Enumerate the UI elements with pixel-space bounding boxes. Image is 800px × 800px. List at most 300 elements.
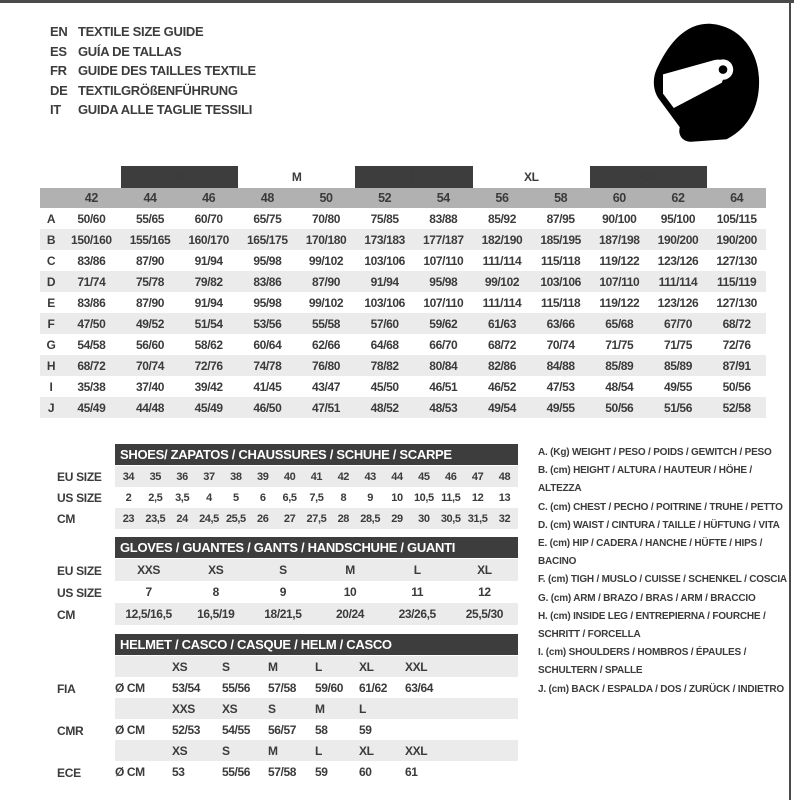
size-value-cell: 25,5/30: [451, 603, 518, 625]
measurement-cell: 177/187: [414, 229, 473, 250]
measurement-cell: 67/70: [649, 313, 708, 334]
measurement-legend: [538, 444, 790, 699]
helmet-size-header-cell: XL: [359, 740, 405, 761]
size-value-cell: 18/21,5: [249, 603, 316, 625]
shoes-label-us-size: US SIZE: [57, 491, 102, 505]
measurement-cell: 91/94: [355, 271, 414, 292]
measurement-cell: 46/52: [487, 379, 516, 394]
helmet-section-header: HELMET / CASCO / CASQUE / HELM / CASCO: [115, 634, 518, 655]
measurement-row-i: [40, 376, 766, 397]
language-row: [50, 61, 256, 81]
size-value-cell: 20/24: [316, 603, 383, 625]
size-value-cell: 23/26,5: [384, 603, 451, 625]
gloves-table-row: [115, 603, 518, 625]
size-value-cell: 27,5: [303, 508, 330, 529]
size-header-cell: 58: [531, 188, 590, 208]
size-value-cell: L: [384, 559, 451, 581]
measurement-cell: 185/195: [531, 229, 590, 250]
measurement-cell: 68/72: [62, 355, 121, 376]
measurement-cell: 71/75: [605, 337, 634, 352]
size-value-cell: 16,5/19: [182, 603, 249, 625]
gloves-label-eu-size: EU SIZE: [57, 564, 102, 578]
measurement-cell: 52/58: [707, 397, 766, 418]
measurement-cell: 47/53: [546, 379, 575, 394]
document-title-en: TEXTILE SIZE GUIDE: [78, 24, 204, 40]
size-value-cell: 11,5: [441, 491, 461, 504]
helmet-value-cell: 55/56: [222, 764, 251, 779]
measurement-cell: 45/49: [179, 397, 238, 418]
language-row: [50, 100, 256, 120]
helmet-sizes-row-spacer: [115, 656, 172, 677]
measurement-cell: 187/198: [590, 229, 649, 250]
row-letter-cell: C: [46, 253, 56, 268]
helmet-value-cell: 61: [405, 764, 418, 779]
measurement-cell: 72/76: [179, 355, 238, 376]
legend-item-i: I. (cm) SHOULDERS / HOMBROS / ÉPAULES / SCHULTERN / SPALLE: [538, 647, 747, 677]
size-group-label: [707, 166, 766, 188]
size-group-label: M: [291, 170, 302, 184]
size-group-badge: S: [121, 166, 238, 188]
measurement-cell: 87/91: [707, 355, 766, 376]
measurement-cell: 165/175: [238, 229, 297, 250]
shoes-table-row: [115, 466, 518, 487]
measurement-cell: 71/75: [663, 337, 692, 352]
size-value-cell: 30,5: [437, 508, 464, 529]
size-value-cell: 23,5: [142, 508, 169, 529]
measurement-cell: 49/54: [473, 397, 532, 418]
measurement-cell: 160/170: [179, 229, 238, 250]
measurement-cell: 83/86: [77, 253, 106, 268]
helmet-size-header-cell: L: [359, 698, 405, 719]
language-code: ES: [50, 43, 67, 59]
size-value-cell: 30: [410, 508, 437, 529]
size-value-cell: 12,5/16,5: [115, 603, 182, 625]
size-value-cell: 40: [276, 466, 303, 487]
size-value-cell: 9: [279, 585, 287, 599]
size-value-cell: 28: [330, 508, 357, 529]
measurement-cell: 66/70: [429, 337, 458, 352]
size-value-cell: XXS: [115, 559, 182, 581]
measurement-cell: 99/102: [473, 271, 532, 292]
size-group-label: XL: [524, 170, 539, 184]
measurement-cell: 49/55: [531, 397, 590, 418]
measurement-cell: 60/70: [194, 211, 223, 226]
measurement-cell: 71/74: [62, 271, 121, 292]
document-title-es: GUÍA DE TALLAS: [78, 43, 182, 59]
measurement-cell: 111/114: [482, 295, 522, 310]
measurement-row-b: [40, 229, 766, 250]
measurement-cell: 95/100: [660, 211, 696, 226]
size-value-cell: 12: [478, 585, 491, 599]
size-header-cell: 48: [238, 188, 297, 208]
measurement-cell: 107/110: [423, 295, 464, 310]
helmet-value-cell: 59/60: [315, 680, 344, 695]
measurement-cell: 80/84: [414, 355, 473, 376]
size-value-cell: 43: [357, 466, 384, 487]
measurement-cell: 103/106: [364, 295, 405, 310]
measurement-cell: 107/110: [423, 253, 464, 268]
helmet-size-header-cell: XXL: [405, 740, 518, 761]
size-value-cell: 5: [233, 491, 239, 504]
helmet-size-header-cell: M: [268, 740, 315, 761]
measurement-cell: 46/50: [238, 397, 297, 418]
measurement-cell: 83/86: [77, 295, 106, 310]
helmet-standard-label-cmr: CMR: [57, 724, 84, 738]
row-letter-cell: A: [46, 211, 56, 226]
measurement-cell: 123/126: [657, 253, 699, 268]
size-value-cell: 6: [259, 491, 266, 504]
helmet-value-cell: 53/54: [172, 680, 201, 695]
diameter-unit-cell: Ø CM: [115, 722, 145, 737]
helmet-value-cell: 58: [315, 722, 328, 737]
helmet-value-cell: 63/64: [405, 680, 434, 695]
helmet-value-cell: 61/62: [359, 680, 388, 695]
shoes-table-row: [115, 508, 518, 529]
size-header-cell: 50: [297, 188, 356, 208]
size-value-cell: 23: [115, 508, 142, 529]
measurement-cell: 55/65: [135, 211, 165, 226]
racing-helmet-icon: [645, 20, 765, 148]
helmet-values-row-ece: [115, 761, 518, 782]
legend-item-h: H. (cm) INSIDE LEG / ENTREPIERNA / FOURCHE / SCHRITT / FORCELLA: [538, 610, 766, 641]
measurement-cell: 47/51: [297, 397, 356, 418]
legend-item-e: E. (cm) HIP / CADERA / HANCHE / HÜFTE / HIPS / BACINO: [538, 538, 763, 568]
size-value-cell: 12: [471, 491, 484, 504]
helmet-sizes-row-spacer: [115, 740, 172, 761]
measurement-row-c: [40, 250, 766, 271]
measurement-cell: 182/190: [473, 229, 532, 250]
measurement-cell: 46/51: [429, 379, 458, 394]
measurement-cell: 111/114: [482, 253, 522, 268]
measurement-cell: 51/56: [649, 397, 708, 418]
gloves-section-header: GLOVES / GUANTES / GANTS / HANDSCHUHE / GUANTI: [115, 537, 518, 558]
measurement-cell: 79/82: [179, 271, 238, 292]
helmet-size-header-cell: S: [222, 740, 268, 761]
size-value-cell: 4: [206, 491, 212, 504]
helmet-size-header-cell: XL: [359, 656, 405, 677]
size-header-cell: 60: [590, 188, 649, 208]
size-value-cell: 45: [410, 466, 437, 487]
measurement-cell: 115/118: [541, 253, 581, 268]
size-value-cell: 10: [343, 585, 357, 599]
measurement-cell: 58/62: [194, 337, 223, 352]
size-group-badge: XXL: [590, 166, 707, 188]
size-value-cell: 36: [169, 466, 196, 487]
size-value-cell: 39: [249, 466, 276, 487]
measurement-cell: 63/66: [531, 313, 590, 334]
measurement-cell: 95/98: [414, 271, 473, 292]
helmet-value-cell: [405, 719, 518, 740]
measurement-cell: 91/94: [194, 253, 223, 268]
measurement-cell: 72/76: [722, 337, 751, 352]
helmet-size-header-cell: XXS: [172, 698, 222, 719]
size-value-cell: XL: [451, 559, 518, 581]
measurement-cell: 48/53: [414, 397, 473, 418]
gloves-label-cm: CM: [57, 608, 76, 622]
language-row: [50, 81, 256, 101]
measurement-cell: 127/130: [716, 253, 757, 268]
measurement-cell: 37/40: [135, 379, 165, 394]
size-value-cell: M: [316, 559, 383, 581]
measurement-cell: 87/90: [297, 271, 356, 292]
measurement-cell: 123/126: [657, 295, 699, 310]
document-title-it: GUIDA ALLE TAGLIE TESSILI: [78, 102, 253, 118]
language-code: IT: [50, 102, 61, 118]
size-group-row: [40, 166, 766, 188]
measurement-cell: 43/47: [311, 379, 340, 394]
helmet-value-cell: 55/56: [222, 680, 251, 695]
size-value-cell: 48: [491, 466, 518, 487]
helmet-size-header-cell: M: [268, 656, 315, 677]
measurement-cell: 103/106: [531, 271, 590, 292]
measurement-cell: 45/50: [370, 379, 399, 394]
helmet-size-header-cell: XS: [172, 656, 222, 677]
legend-item-b: B. (cm) HEIGHT / ALTURA / HAUTEUR / HÖHE / ALTEZZA: [538, 465, 753, 495]
document-title-fr: GUIDE DES TAILLES TEXTILE: [78, 63, 256, 79]
size-value-cell: 35: [142, 466, 169, 487]
helmet-values-row-fia: [115, 677, 518, 698]
measurement-row-e: [40, 292, 766, 313]
size-header-cell: 46: [179, 188, 238, 208]
textile-size-table: [40, 166, 766, 418]
row-letter-cell: E: [47, 295, 55, 310]
measurement-row-f: [40, 313, 766, 334]
measurement-cell: 85/89: [649, 355, 708, 376]
row-letter-cell: I: [49, 379, 53, 394]
measurement-cell: 68/72: [707, 313, 766, 334]
helmet-value-cell: 56/57: [268, 722, 297, 737]
measurement-cell: 99/102: [308, 295, 344, 310]
size-value-cell: 42: [330, 466, 357, 487]
measurement-cell: 76/80: [297, 355, 356, 376]
helmet-size-header-cell: L: [315, 656, 359, 677]
measurement-cell: 99/102: [308, 253, 344, 268]
legend-item-j: J. (cm) BACK / ESPALDA / DOS / ZURÜCK / INDIETRO: [538, 683, 784, 695]
helmet-value-cell: 52/53: [172, 722, 201, 737]
measurement-cell: 54/58: [77, 337, 106, 352]
shoes-section-header: SHOES/ ZAPATOS / CHAUSSURES / SCHUHE / SCARPE: [115, 444, 518, 465]
size-value-cell: 28,5: [357, 508, 384, 529]
measurement-cell: 62/66: [311, 337, 340, 352]
measurement-cell: 65/68: [590, 313, 649, 334]
size-header-cell: 54: [414, 188, 473, 208]
measurement-cell: 83/88: [429, 211, 458, 226]
size-value-cell: 7: [145, 585, 152, 599]
legend-item-a: A. (Kg) WEIGHT / PESO / POIDS / GEWITCH / PESO: [538, 447, 772, 458]
numeric-sizes-row: [40, 188, 766, 208]
measurement-cell: 87/90: [135, 253, 165, 268]
language-row: [50, 42, 256, 62]
helmet-sizes-row-spacer: [115, 698, 172, 719]
measurement-cell: 48/52: [355, 397, 414, 418]
size-header-cell: 52: [355, 188, 414, 208]
size-value-cell: XS: [182, 559, 249, 581]
measurement-cell: 111/114: [649, 271, 708, 292]
helmet-value-cell: 59: [315, 764, 328, 779]
legend-item-d: D. (cm) WAIST / CINTURA / TAILLE / HÜFTUNG / VITA: [538, 519, 780, 531]
size-value-cell: 3,5: [175, 491, 190, 504]
measurement-row-j: [40, 397, 766, 418]
helmet-value-cell: 59: [359, 722, 372, 737]
size-header-cell: 44: [121, 188, 180, 208]
measurement-cell: 64/68: [370, 337, 399, 352]
measurement-cell: 119/122: [599, 253, 640, 268]
helmet-value-cell: 57/58: [268, 764, 297, 779]
measurement-cell: 59/62: [414, 313, 473, 334]
helmet-values-row-cmr: [115, 719, 518, 740]
size-value-cell: 11: [411, 585, 424, 599]
size-value-cell: 34: [115, 466, 142, 487]
language-code: DE: [50, 82, 68, 98]
size-value-cell: 38: [222, 466, 249, 487]
measurement-cell: 85/89: [590, 355, 649, 376]
measurement-cell: 103/106: [364, 253, 405, 268]
measurement-cell: 150/160: [62, 229, 121, 250]
size-header-cell: 64: [707, 188, 766, 208]
measurement-cell: 44/48: [121, 397, 180, 418]
language-title-list: [50, 22, 256, 120]
helmet-sizes-row-ece: [115, 740, 518, 761]
helmet-size-header-cell: XS: [222, 698, 268, 719]
diameter-unit-cell: Ø CM: [115, 680, 145, 695]
helmet-size-header-cell: M: [315, 698, 359, 719]
measurement-cell: 95/98: [253, 295, 282, 310]
measurement-cell: 53/56: [238, 313, 297, 334]
measurement-cell: 105/115: [716, 211, 757, 226]
measurement-cell: 47/50: [62, 313, 121, 334]
measurement-cell: 70/74: [546, 337, 575, 352]
measurement-cell: 49/52: [121, 313, 180, 334]
size-value-cell: 46: [437, 466, 464, 487]
helmet-size-header-cell: S: [222, 656, 268, 677]
size-value-cell: 2: [125, 491, 132, 504]
row-letter-cell: G: [46, 337, 56, 352]
row-letter-cell: B: [40, 229, 62, 250]
measurement-cell: 49/55: [663, 379, 692, 394]
measurement-cell: 127/130: [716, 295, 757, 310]
row-letter-cell: D: [40, 271, 62, 292]
size-group-label: [40, 166, 121, 188]
measurement-cell: 91/94: [194, 295, 223, 310]
measurement-cell: 87/90: [135, 295, 165, 310]
size-value-cell: 44: [384, 466, 411, 487]
size-value-cell: 47: [464, 466, 491, 487]
helmet-size-header-cell: [405, 698, 518, 719]
helmet-size-table: [115, 656, 518, 782]
measurement-cell: 85/92: [487, 211, 516, 226]
size-value-cell: 10: [391, 491, 403, 504]
shoes-size-table: [115, 466, 518, 529]
size-value-cell: S: [249, 559, 316, 581]
gloves-label-us-size: US SIZE: [57, 586, 102, 600]
measurement-cell: 82/86: [473, 355, 532, 376]
measurement-cell: 115/118: [541, 295, 581, 310]
row-letter-cell: J: [40, 397, 62, 418]
frame-top-border: [0, 0, 794, 3]
helmet-size-header-cell: L: [315, 740, 359, 761]
measurement-cell: 50/60: [77, 211, 106, 226]
measurement-cell: 65/75: [253, 211, 282, 226]
size-value-cell: 2,5: [148, 491, 163, 504]
measurement-cell: 170/180: [297, 229, 356, 250]
size-value-cell: 10,5: [413, 491, 434, 504]
measurement-cell: 68/72: [487, 337, 516, 352]
measurement-cell: 190/200: [649, 229, 708, 250]
measurement-cell: 60/64: [253, 337, 282, 352]
measurement-cell: 84/88: [531, 355, 590, 376]
legend-item-g: G. (cm) ARM / BRAZO / BRAS / ARM / BRACCIO: [538, 592, 756, 604]
helmet-value-cell: 54/55: [222, 722, 251, 737]
measurement-cell: 55/58: [297, 313, 356, 334]
legend-item-c: C. (cm) CHEST / PECHO / POITRINE / TRUHE / PETTO: [538, 501, 783, 513]
measurement-cell: 107/110: [590, 271, 649, 292]
size-value-cell: 8: [340, 491, 347, 504]
measurement-cell: 75/85: [370, 211, 399, 226]
size-value-cell: 7,5: [309, 491, 324, 504]
size-value-cell: 27: [276, 508, 303, 529]
size-value-cell: 9: [367, 491, 374, 504]
measurement-cell: 190/200: [707, 229, 766, 250]
size-value-cell: 24: [169, 508, 196, 529]
size-header-cell: 42: [62, 188, 121, 208]
measurement-cell: 78/82: [355, 355, 414, 376]
measurement-cell: 57/60: [355, 313, 414, 334]
size-value-cell: 32: [491, 508, 518, 529]
measurement-cell: 48/54: [605, 379, 634, 394]
helmet-value-cell: 53: [172, 764, 185, 779]
size-value-cell: 6,5: [282, 491, 297, 504]
helmet-standard-label-ece: ECE: [57, 766, 81, 780]
language-code: EN: [50, 24, 68, 40]
gloves-size-table: [115, 559, 518, 625]
size-value-cell: 25,5: [222, 508, 249, 529]
helmet-size-header-cell: XS: [172, 740, 222, 761]
measurement-row-h: [40, 355, 766, 376]
measurement-cell: 51/54: [179, 313, 238, 334]
size-value-cell: 29: [384, 508, 411, 529]
measurement-cell: 41/45: [253, 379, 282, 394]
measurement-row-d: [40, 271, 766, 292]
helmet-value-cell: 57/58: [268, 680, 297, 695]
sizes-row-corner: [40, 188, 62, 208]
shoes-label-cm: CM: [57, 512, 76, 526]
size-value-cell: 8: [212, 585, 219, 599]
measurement-cell: 70/80: [311, 211, 340, 226]
helmet-sizes-row-cmr: [115, 698, 518, 719]
measurement-cell: 45/49: [62, 397, 121, 418]
helmet-size-header-cell: XXL: [405, 656, 518, 677]
measurement-cell: 75/78: [121, 271, 180, 292]
measurement-cell: 119/122: [599, 295, 640, 310]
measurement-cell: 90/100: [602, 211, 637, 226]
helmet-size-header-cell: S: [268, 698, 315, 719]
size-value-cell: 41: [303, 466, 330, 487]
language-code: FR: [50, 63, 67, 79]
size-value-cell: 37: [196, 466, 223, 487]
helmet-value-cell: 60: [359, 764, 372, 779]
size-group-badge: L: [355, 166, 472, 188]
measurement-cell: 83/86: [238, 271, 297, 292]
measurement-cell: 39/42: [194, 379, 223, 394]
legend-item-f: F. (cm) TIGH / MUSLO / CUISSE / SCHENKEL / COSCIA: [538, 574, 787, 586]
size-header-cell: 62: [649, 188, 708, 208]
size-value-cell: 31,5: [464, 508, 491, 529]
measurement-cell: 155/165: [121, 229, 180, 250]
measurement-cell: 35/38: [77, 379, 106, 394]
measurement-cell: 50/56: [722, 379, 751, 394]
row-letter-cell: F: [40, 313, 62, 334]
gloves-table-row: [115, 581, 518, 603]
